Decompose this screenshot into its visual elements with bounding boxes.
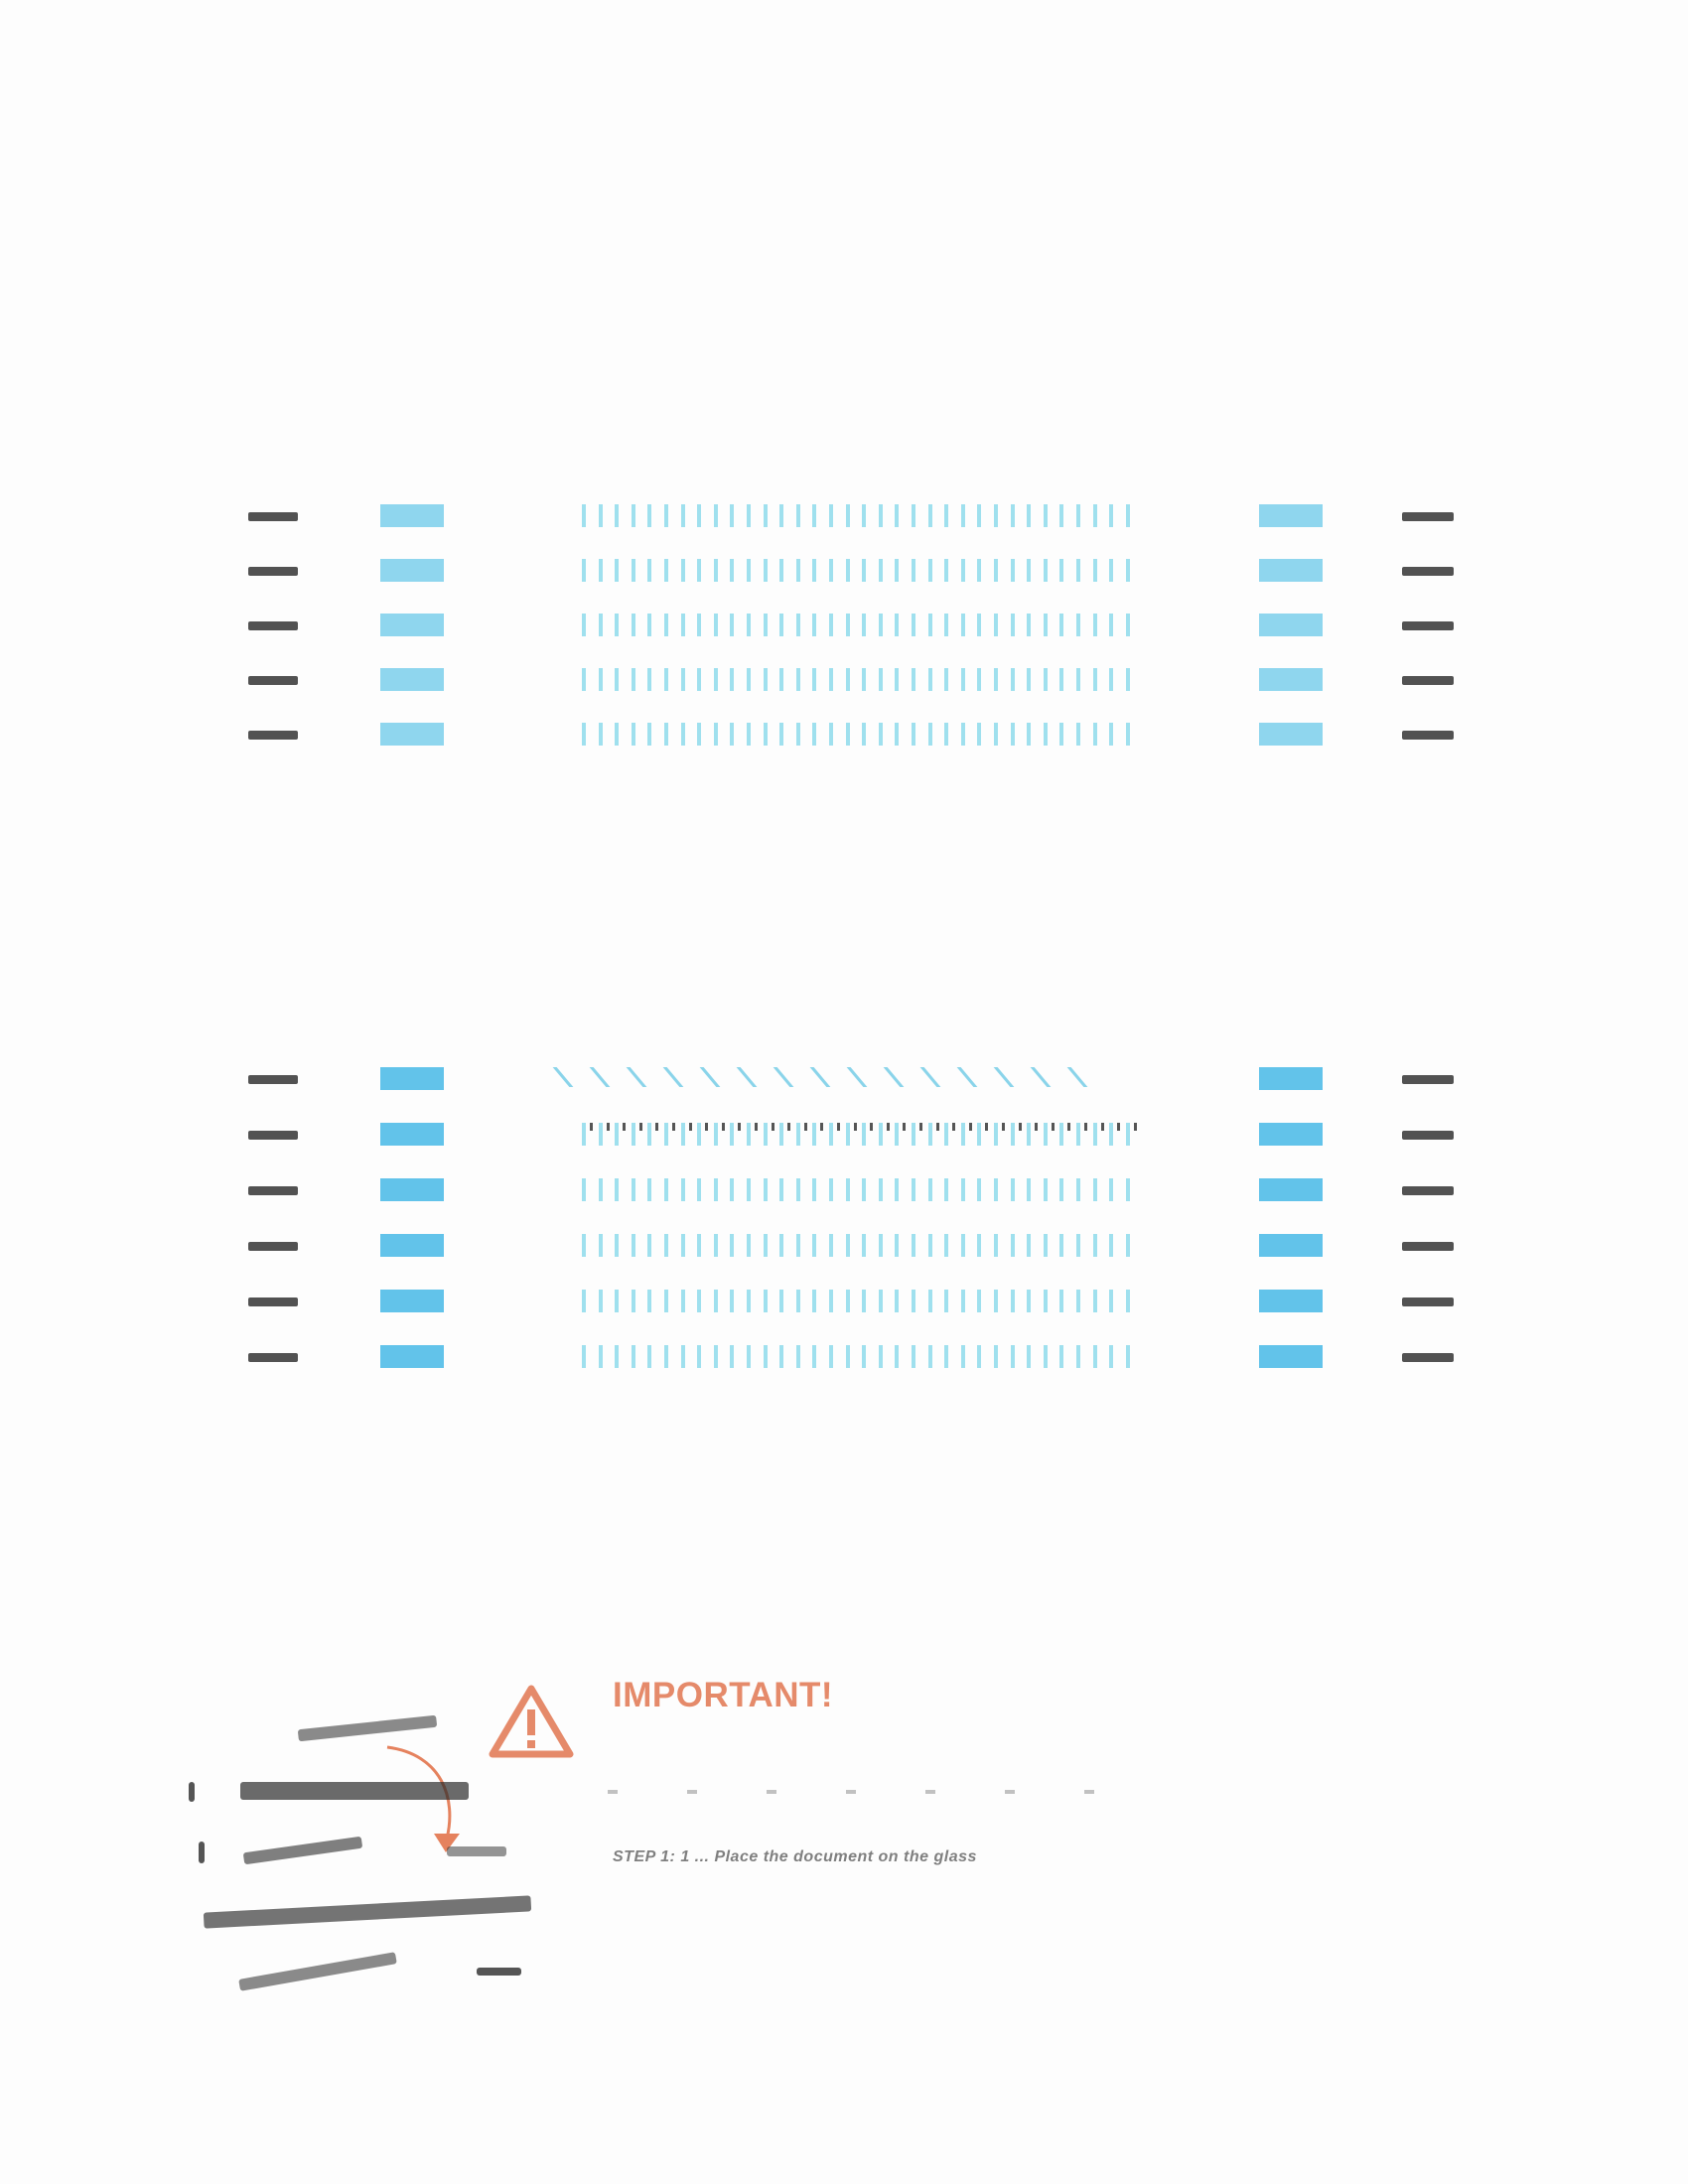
cyan-tick (681, 1178, 685, 1201)
cyan-tick (944, 1178, 948, 1201)
diagonal-tick (590, 1067, 611, 1087)
black-tick (985, 1123, 988, 1131)
black-bar-right (1402, 1297, 1454, 1306)
cyan-tick (977, 1123, 981, 1146)
cyan-tick (994, 1123, 998, 1146)
cyan-tick (615, 1123, 619, 1146)
cyan-tick (779, 1178, 783, 1201)
cyan-tick (994, 1234, 998, 1257)
cyan-block-right (1259, 1123, 1323, 1146)
cyan-tick (829, 1290, 833, 1312)
cyan-tick (829, 1178, 833, 1201)
cyan-tick (1076, 1123, 1080, 1146)
cyan-tick (961, 1123, 965, 1146)
diagonal-tick (994, 1067, 1015, 1087)
diagonal-tick (1031, 1067, 1052, 1087)
cyan-tick (928, 1178, 932, 1201)
cyan-tick (747, 1345, 751, 1368)
cyan-tick (599, 1290, 603, 1312)
cyan-tick (697, 1123, 701, 1146)
diagonal-tick (884, 1067, 905, 1087)
cyan-tick (1126, 1234, 1130, 1257)
cyan-tick (714, 1290, 718, 1312)
cyan-tick (1059, 1123, 1063, 1146)
cyan-tick (681, 1234, 685, 1257)
black-bar-left (248, 1242, 298, 1251)
cyan-tick (796, 1123, 800, 1146)
cyan-tick (928, 1345, 932, 1368)
black-tick (1084, 1123, 1087, 1131)
cyan-tick (796, 1178, 800, 1201)
cyan-tick (796, 1345, 800, 1368)
cyan-tick (764, 1234, 768, 1257)
cyan-tick (714, 1234, 718, 1257)
cyan-tick (944, 1345, 948, 1368)
cyan-tick (994, 1178, 998, 1201)
black-tick (919, 1123, 922, 1131)
black-tick (787, 1123, 790, 1131)
cyan-tick (862, 1234, 866, 1257)
black-tick (804, 1123, 807, 1131)
cyan-tick (829, 1234, 833, 1257)
cyan-tick (912, 1290, 915, 1312)
cyan-tick (632, 1123, 635, 1146)
cyan-tick (1076, 1234, 1080, 1257)
black-tick (887, 1123, 890, 1131)
cyan-tick (664, 1290, 668, 1312)
cyan-tick (1059, 1234, 1063, 1257)
important-heading: IMPORTANT! (613, 1676, 834, 1714)
black-tick (854, 1123, 857, 1131)
black-tick (1117, 1123, 1120, 1131)
cyan-block-right (1259, 1234, 1323, 1257)
black-tick (820, 1123, 823, 1131)
diagonal-tick (700, 1067, 721, 1087)
diagonal-tick (627, 1067, 647, 1087)
black-bar-left (248, 1186, 298, 1195)
cyan-tick (764, 1290, 768, 1312)
cyan-tick (764, 1345, 768, 1368)
cyan-block-left (380, 1290, 444, 1312)
cyan-tick (1126, 1123, 1130, 1146)
cyan-tick (1011, 1345, 1015, 1368)
black-bar-right (1402, 1075, 1454, 1084)
black-tick (738, 1123, 741, 1131)
cyan-tick (895, 1345, 899, 1368)
cyan-tick (779, 1290, 783, 1312)
diagonal-tick (1067, 1067, 1088, 1087)
cyan-tick (779, 1234, 783, 1257)
black-tick (705, 1123, 708, 1131)
black-tick (1052, 1123, 1055, 1131)
cyan-tick (1126, 1178, 1130, 1201)
cyan-tick (1044, 1234, 1048, 1257)
cyan-tick (977, 1178, 981, 1201)
cyan-tick (730, 1178, 734, 1201)
cyan-tick (582, 1234, 586, 1257)
black-bar-left (248, 1353, 298, 1362)
black-bar-left (248, 1131, 298, 1140)
cyan-block-right (1259, 1290, 1323, 1312)
cyan-tick (1011, 1123, 1015, 1146)
cyan-tick (779, 1123, 783, 1146)
cyan-block-right (1259, 1178, 1323, 1201)
cyan-block-right (1259, 1067, 1323, 1090)
cyan-tick (681, 1290, 685, 1312)
cyan-tick (961, 1290, 965, 1312)
cyan-tick (1093, 1178, 1097, 1201)
black-tick (623, 1123, 626, 1131)
cyan-tick (1027, 1345, 1031, 1368)
cyan-tick (1011, 1178, 1015, 1201)
cyan-tick (846, 1123, 850, 1146)
cyan-block-left (380, 1234, 444, 1257)
black-tick (1019, 1123, 1022, 1131)
diagonal-tick (553, 1067, 574, 1087)
cyan-tick (895, 1123, 899, 1146)
cyan-tick (697, 1178, 701, 1201)
smudged-illustration (179, 1688, 536, 2005)
cyan-tick (879, 1345, 883, 1368)
cyan-tick (730, 1290, 734, 1312)
black-tick (1035, 1123, 1038, 1131)
cyan-tick (944, 1123, 948, 1146)
cyan-tick (1011, 1234, 1015, 1257)
cyan-tick (1109, 1345, 1113, 1368)
cyan-tick (1044, 1345, 1048, 1368)
cyan-tick (1109, 1290, 1113, 1312)
cyan-tick (1027, 1178, 1031, 1201)
black-tick (936, 1123, 939, 1131)
cyan-tick (1109, 1178, 1113, 1201)
cyan-tick (994, 1290, 998, 1312)
cyan-tick (681, 1345, 685, 1368)
cyan-tick (977, 1345, 981, 1368)
cyan-tick (599, 1345, 603, 1368)
cyan-tick (895, 1290, 899, 1312)
cyan-tick (796, 1290, 800, 1312)
cyan-tick (764, 1123, 768, 1146)
cyan-tick (730, 1123, 734, 1146)
black-tick (590, 1123, 593, 1131)
cyan-tick (961, 1178, 965, 1201)
cyan-tick (647, 1234, 651, 1257)
cyan-tick (747, 1234, 751, 1257)
cyan-tick (1027, 1234, 1031, 1257)
black-tick (639, 1123, 642, 1131)
cyan-tick (812, 1178, 816, 1201)
cyan-tick (928, 1123, 932, 1146)
cyan-tick (664, 1178, 668, 1201)
cyan-tick (747, 1178, 751, 1201)
black-tick (837, 1123, 840, 1131)
black-bar-right (1402, 1353, 1454, 1362)
black-tick (655, 1123, 658, 1131)
cyan-block-left (380, 1123, 444, 1146)
black-bar-left (248, 1075, 298, 1084)
cyan-tick (632, 1345, 635, 1368)
cyan-tick (714, 1178, 718, 1201)
cyan-tick (664, 1123, 668, 1146)
cyan-tick (1059, 1178, 1063, 1201)
black-bar-right (1402, 1131, 1454, 1140)
black-tick (607, 1123, 610, 1131)
cyan-tick (582, 1345, 586, 1368)
diagonal-tick (957, 1067, 978, 1087)
cyan-tick (862, 1290, 866, 1312)
cyan-tick (1044, 1123, 1048, 1146)
cyan-tick (1027, 1123, 1031, 1146)
cyan-tick (599, 1234, 603, 1257)
cyan-tick (846, 1234, 850, 1257)
black-tick (1134, 1123, 1137, 1131)
cyan-tick (994, 1345, 998, 1368)
cyan-tick (615, 1234, 619, 1257)
diagonal-tick (663, 1067, 684, 1087)
diagonal-tick (774, 1067, 794, 1087)
cyan-tick (764, 1178, 768, 1201)
cyan-tick (879, 1123, 883, 1146)
cyan-tick (1027, 1290, 1031, 1312)
cyan-tick (1076, 1290, 1080, 1312)
black-tick (952, 1123, 955, 1131)
cyan-tick (747, 1123, 751, 1146)
cyan-tick (730, 1345, 734, 1368)
cyan-tick (582, 1178, 586, 1201)
cyan-tick (812, 1345, 816, 1368)
cyan-tick (681, 1123, 685, 1146)
cyan-tick (599, 1123, 603, 1146)
cyan-tick (647, 1178, 651, 1201)
cyan-tick (1011, 1290, 1015, 1312)
cyan-tick (912, 1178, 915, 1201)
cyan-tick (812, 1123, 816, 1146)
cyan-tick (697, 1290, 701, 1312)
black-tick (1067, 1123, 1070, 1131)
cyan-tick (632, 1290, 635, 1312)
cyan-tick (714, 1123, 718, 1146)
cyan-tick (599, 1178, 603, 1201)
diagonal-tick (847, 1067, 868, 1087)
black-tick (722, 1123, 725, 1131)
cyan-tick (862, 1178, 866, 1201)
cyan-tick (846, 1345, 850, 1368)
cyan-tick (944, 1290, 948, 1312)
cyan-tick (1044, 1290, 1048, 1312)
black-tick (969, 1123, 972, 1131)
cyan-tick (977, 1234, 981, 1257)
cyan-tick (862, 1345, 866, 1368)
black-tick (755, 1123, 758, 1131)
cyan-tick (796, 1234, 800, 1257)
cyan-tick (812, 1234, 816, 1257)
black-bar-right (1402, 1186, 1454, 1195)
cyan-tick (615, 1290, 619, 1312)
cyan-block-left (380, 1345, 444, 1368)
cyan-tick (747, 1290, 751, 1312)
cyan-tick (1059, 1345, 1063, 1368)
cyan-tick (615, 1345, 619, 1368)
cyan-tick (664, 1345, 668, 1368)
cyan-tick (1093, 1290, 1097, 1312)
cyan-tick (1093, 1234, 1097, 1257)
cyan-tick (1093, 1345, 1097, 1368)
cyan-tick (779, 1345, 783, 1368)
cyan-tick (944, 1234, 948, 1257)
cyan-tick (1076, 1178, 1080, 1201)
cyan-tick (632, 1178, 635, 1201)
cyan-tick (977, 1290, 981, 1312)
black-tick (689, 1123, 692, 1131)
cyan-tick (961, 1234, 965, 1257)
black-tick (672, 1123, 675, 1131)
black-tick (772, 1123, 774, 1131)
cyan-tick (647, 1345, 651, 1368)
cyan-tick (879, 1234, 883, 1257)
black-bar-right (1402, 1242, 1454, 1251)
cyan-tick (615, 1178, 619, 1201)
cyan-tick (846, 1290, 850, 1312)
cyan-tick (895, 1234, 899, 1257)
cyan-tick (1076, 1345, 1080, 1368)
cyan-tick (846, 1178, 850, 1201)
cyan-tick (812, 1290, 816, 1312)
cyan-tick (961, 1345, 965, 1368)
cyan-tick (1109, 1234, 1113, 1257)
cyan-tick (582, 1290, 586, 1312)
diagonal-tick (810, 1067, 831, 1087)
notice-text: STEP 1: 1 ... Place the document on the glass (613, 1848, 977, 1865)
cyan-tick (697, 1234, 701, 1257)
cyan-tick (912, 1345, 915, 1368)
cyan-tick (829, 1345, 833, 1368)
cyan-tick (1044, 1178, 1048, 1201)
cyan-tick (632, 1234, 635, 1257)
cyan-tick (1126, 1290, 1130, 1312)
faded-dots-row (608, 1790, 1144, 1794)
cyan-tick (582, 1123, 586, 1146)
cyan-tick (879, 1178, 883, 1201)
cyan-tick (1059, 1290, 1063, 1312)
diagonal-tick (920, 1067, 941, 1087)
cyan-tick (862, 1123, 866, 1146)
black-tick (1101, 1123, 1104, 1131)
cyan-tick (647, 1290, 651, 1312)
cyan-block-left (380, 1178, 444, 1201)
cyan-tick (1093, 1123, 1097, 1146)
cyan-tick (697, 1345, 701, 1368)
cyan-tick (879, 1290, 883, 1312)
cyan-block-right (1259, 1345, 1323, 1368)
cyan-tick (714, 1345, 718, 1368)
cyan-tick (664, 1234, 668, 1257)
black-tick (1002, 1123, 1005, 1131)
cyan-tick (912, 1123, 915, 1146)
cyan-tick (928, 1290, 932, 1312)
cyan-tick (829, 1123, 833, 1146)
cyan-tick (1126, 1345, 1130, 1368)
cyan-tick (928, 1234, 932, 1257)
diagonal-tick (737, 1067, 758, 1087)
black-tick (903, 1123, 906, 1131)
cyan-tick (912, 1234, 915, 1257)
cyan-block-left (380, 1067, 444, 1090)
cyan-tick (647, 1123, 651, 1146)
cyan-tick (730, 1234, 734, 1257)
cyan-tick (895, 1178, 899, 1201)
black-bar-left (248, 1297, 298, 1306)
cyan-tick (1109, 1123, 1113, 1146)
black-tick (870, 1123, 873, 1131)
